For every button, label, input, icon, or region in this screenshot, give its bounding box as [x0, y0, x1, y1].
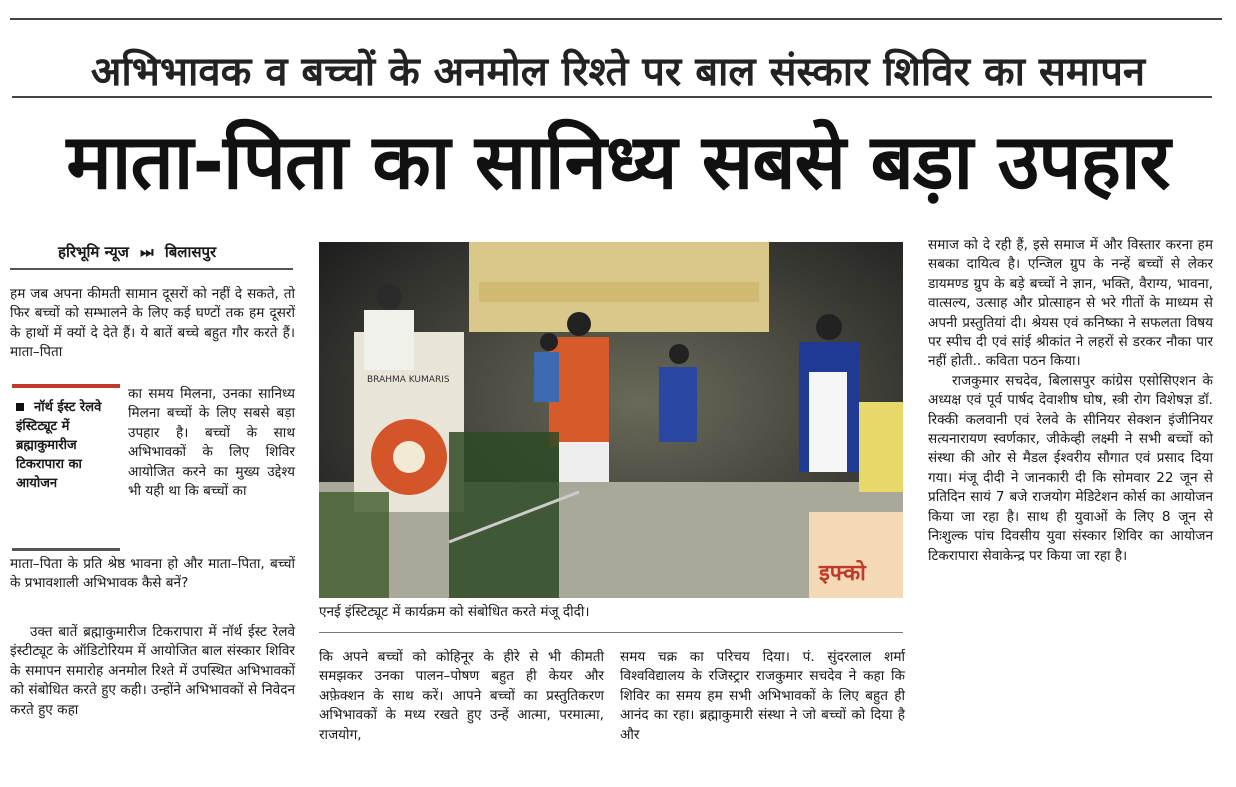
column-3-paragraph: समय चक्र का परिचय दिया। पं. सुंदरलाल शर्मा विश्वविद्यालय के रजिस्ट्रार राजकुमार सचदेव ने कहा कि शिविर का समय हम सभी अभिभावकों के लिए बहुत ही आनंद का रहा। ब्रह्माकुमारी संस्था ने जो बच्चों को दिया है और	[620, 649, 905, 743]
callout-text: नॉर्थ ईस्ट रेलवे इंस्टिट्यूट में ब्रह्माकुमारीज टिकरापारा का आयोजन	[16, 400, 102, 491]
fast-forward-icon: ⏭	[140, 243, 154, 261]
kicker-headline: अभिभावक व बच्चों के अनमोल रिश्ते पर बाल संस्कार शिविर का समापन	[90, 49, 1146, 95]
kicker-rule	[12, 96, 1212, 98]
byline-rule	[10, 268, 293, 270]
square-bullet-icon	[16, 403, 24, 411]
podium-banner-text: BRAHMA KUMARIS	[367, 375, 450, 385]
byline-source: हरिभूमि न्यूज	[58, 243, 129, 261]
column-1-paragraph-2: उक्त बातें ब्रह्माकुमारीज टिकरापारा में नॉर्थ ईस्ट रेलवे इंस्टीट्यूट के ऑडिटोरियम में आयोजित बाल संस्कार शिविर के समापन समारोह अनमोल रिश्ते में उपस्थित अभिभावकों को संबोधित करते हुए कही। उन्होंने अभिभावकों से निवेदन करते हुए कहा	[10, 624, 295, 718]
ifco-banner-text: इफ्को	[819, 561, 866, 586]
column-1-paragraph-wrap: का समय मिलना, उनका सानिध्य मिलना बच्चों के लिए सबसे बड़ा उपहार है। बच्चों के साथ अभिभावकों के लिए शिविर आयोजित करने का मुख्य उद्देश्य भी यही था कि बच्चों का	[128, 386, 295, 500]
column-2-paragraph: कि अपने बच्चों को कोहिनूर के हीरे से भी कीमती समझकर उनका पालन–पोषण बहुत ही केयर और अफ़ेक्शन के साथ करें। आपने बच्चों का प्रस्तुतिकरण अभिभावकों के मध्य रखते हुए उन्हें आत्मा, परमात्मा, राजयोग,	[319, 649, 604, 743]
column-4-paragraph-1: समाज को दे रही हैं, इसे समाज में और विस्तार करना हम सबका दायित्व है। एन्जिल ग्रुप के नन्हें बच्चों से लेकर डायमण्ड ग्रुप के बड़े बच्चों ने ज्ञान, भक्ति, वैराग्य, भावना, वात्सल्य, उत्साह और प्रोत्साहन से भरे गीतों के माध्यम से अपनी प्रस्तुतियां दी। श्रेयस एवं कनिष्का ने सफलता विषय पर स्पीच दी एवं सांई श्रीकांत ने लहरों से डरकर नौका पार नहीं होती.. कविता पठन किया।	[928, 237, 1213, 370]
main-headline: माता-पिता का सानिध्य सबसे बड़ा उपहार	[66, 117, 1170, 206]
caption-rule	[319, 632, 903, 633]
column-1-paragraph-bottom: माता–पिता के प्रति श्रेष्ठ भावना हो और माता–पिता, बच्चों के प्रभावशाली अभिभावक कैसे बनें?	[10, 556, 295, 592]
photo-caption: एनई इंस्टिट्यूट में कार्यक्रम को संबोधित करते मंजू दीदी।	[319, 604, 590, 620]
byline	[58, 242, 216, 262]
callout-box	[12, 384, 120, 551]
column-1-paragraph-top: हम जब अपना कीमती सामान दूसरों को नहीं दे सकते, तो फिर बच्चों को सम्भालने के लिए कई घण्टों तक हम दूसरों के हाथों में क्यों दे देते हैं। ये बातें बच्चे बहुत गौर करते हैं। माता–पिता	[10, 286, 295, 361]
byline-place: बिलासपुर	[164, 243, 217, 261]
top-rule	[10, 8, 1222, 20]
event-photo	[319, 242, 903, 598]
column-4-paragraph-2: राजकुमार सचदेव, बिलासपुर कांग्रेस एसोसिएशन के अध्यक्ष एवं पूर्व पार्षद देवाशीष घोष, स्त्री रोग विशेषज्ञ डॉ. रिक्की कलवानी एवं रेलवे के सीनियर सेक्शन इंजीनियर सत्यनारायण स्वर्णकार, जीकेव्ही लक्ष्मी ने सभी बच्चों को संस्था की ओर से मैडल ईश्वरीय सौगात एवं प्रसाद दिया गया। मंजू दीदी ने जानकारी दी कि सोमवार 22 जून से प्रतिदिन सायं 7 बजे राजयोग मेडिटेशन कोर्स का आयोजन किया जा रहा है। साथ ही युवाओं के लिए 8 जून से निःशुल्क पांच दिवसीय युवा संस्कार शिविर का आयोजन टिकरापारा सेवाकेन्द्र पर किया जा रहा है।	[928, 372, 1213, 564]
column-4	[928, 236, 1213, 566]
